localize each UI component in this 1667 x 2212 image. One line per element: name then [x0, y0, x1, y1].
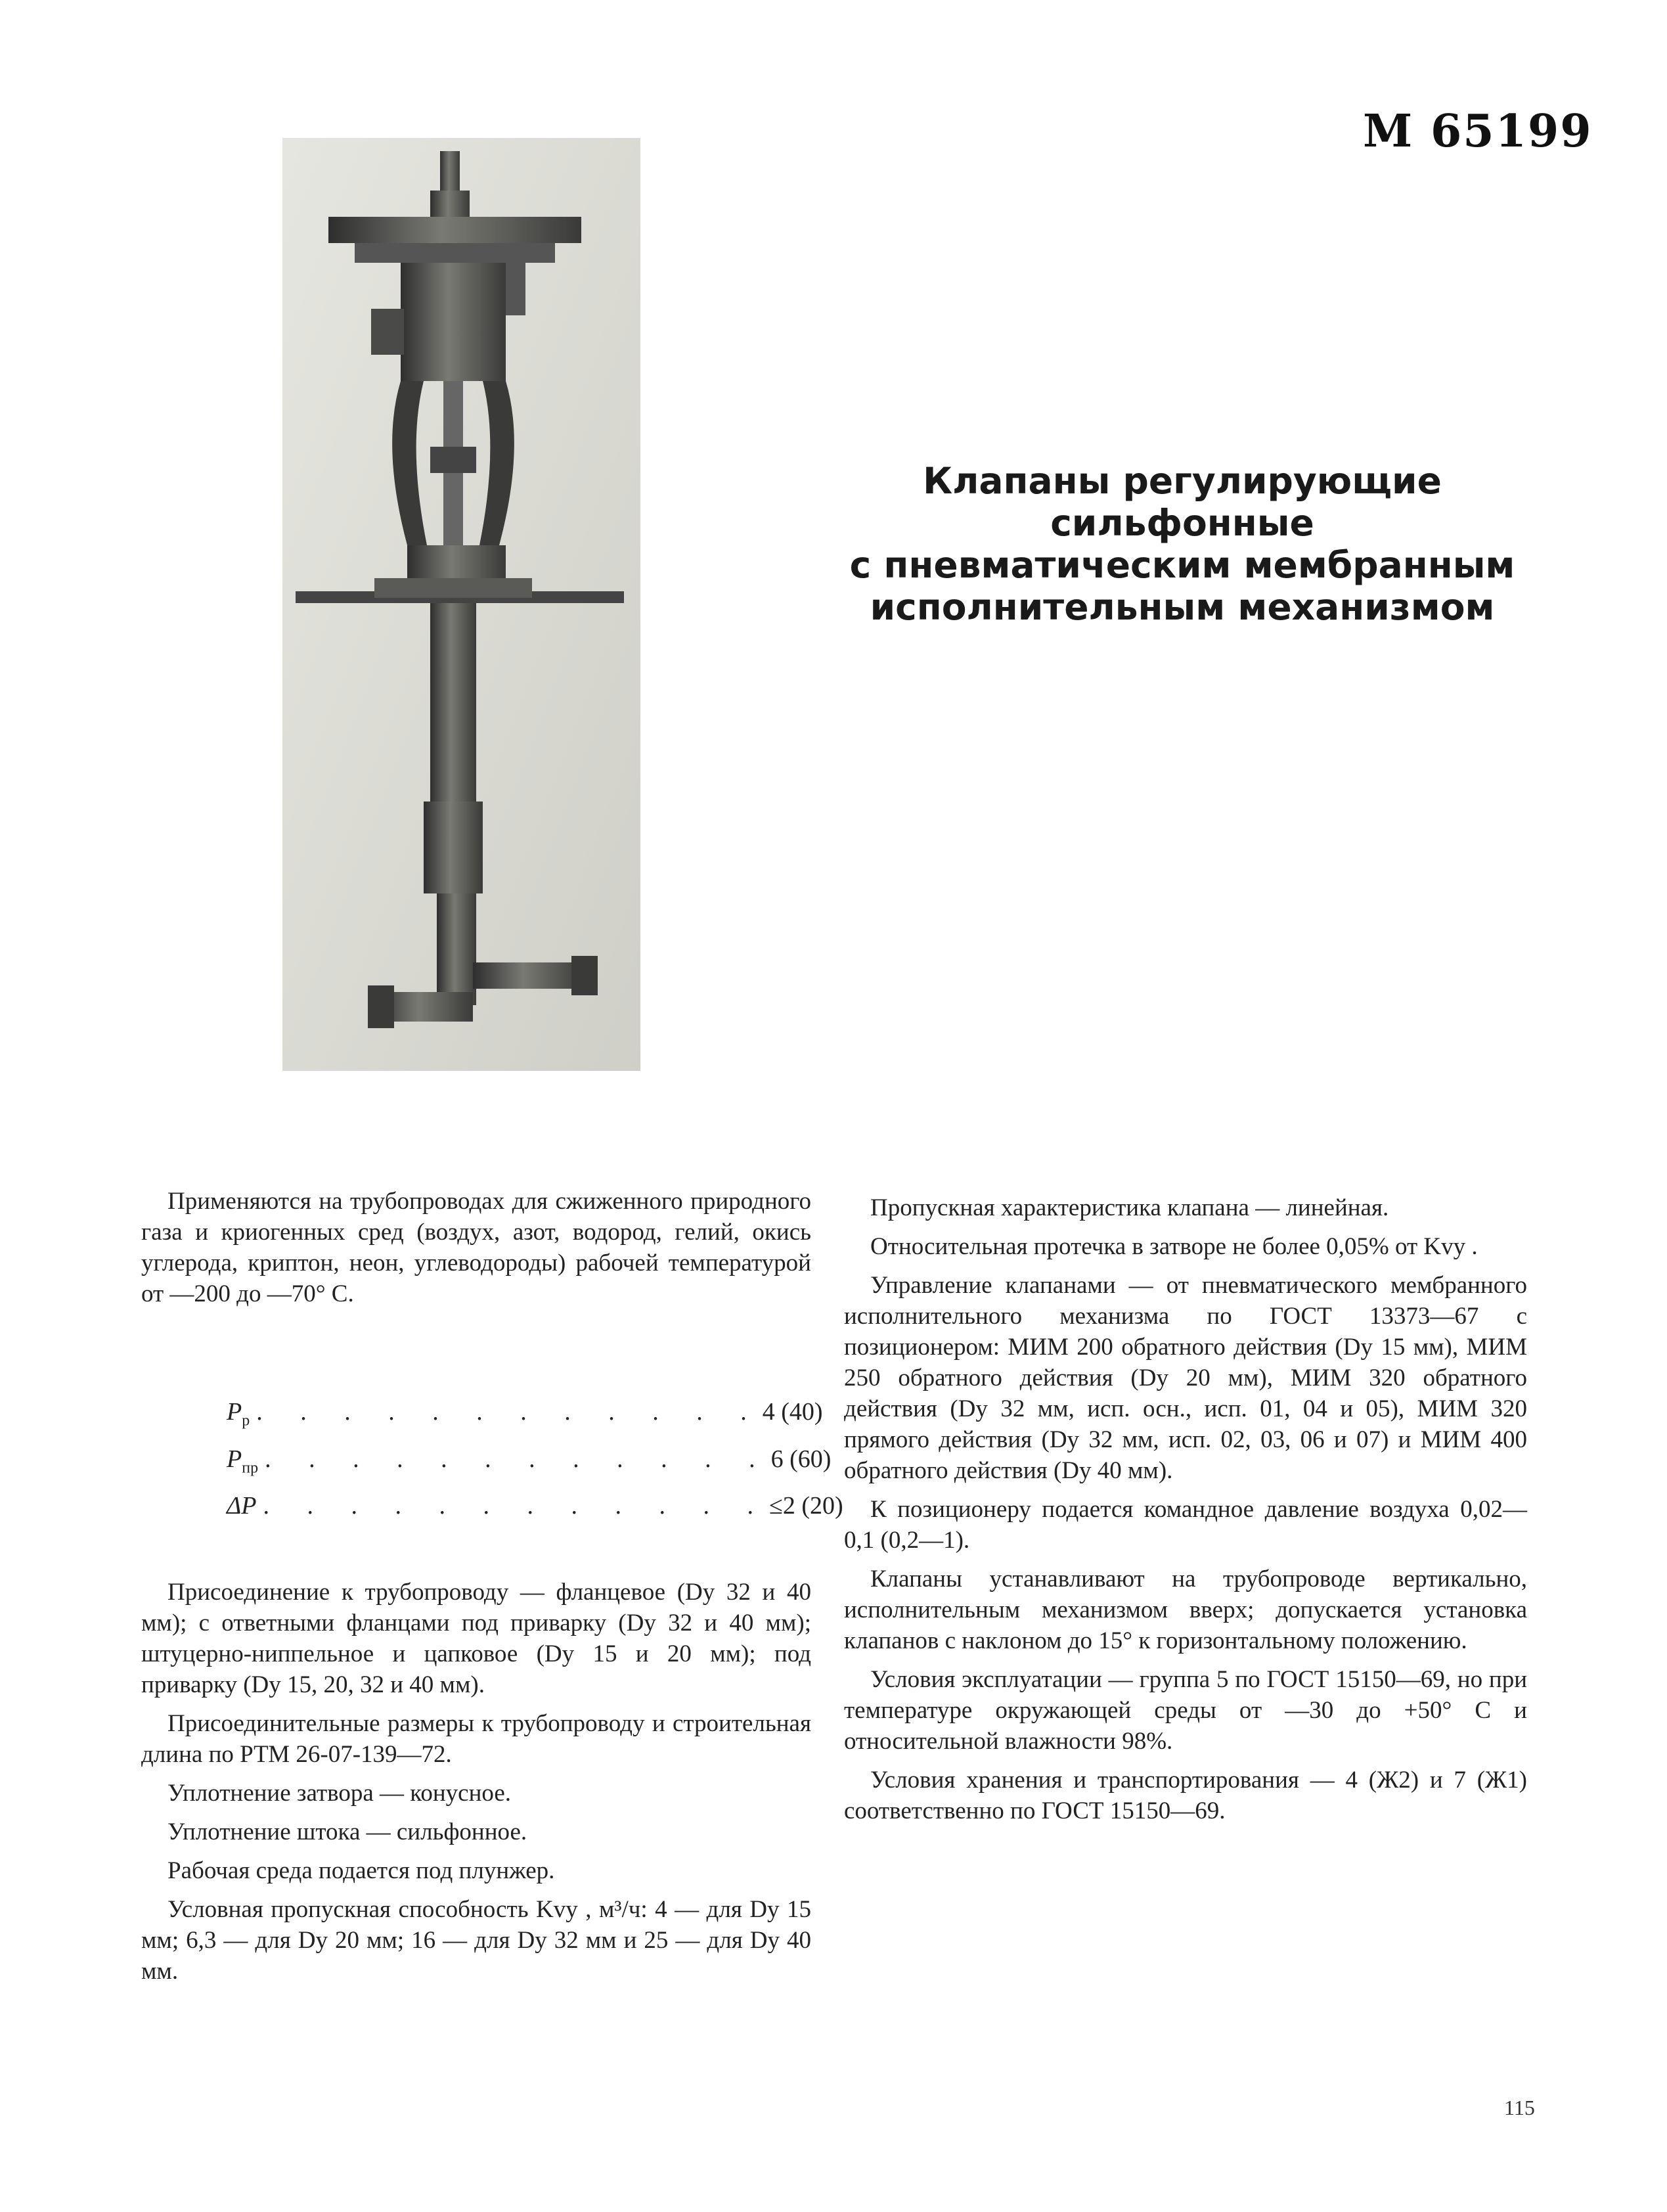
gate-seal-paragraph: Уплотнение затвора — конусное. [167, 1780, 512, 1807]
bellows-control-valve-photo [282, 138, 640, 1071]
intro-paragraph: Применяются на трубопроводах для сжиженного природного газа и криогенных сред (воздух, азот, водород, гелий, окись углерода, криптон, неон, углеводороды) рабочей температурой от —200 до —70° С. [141, 1188, 811, 1307]
param-symbol: $P_р$ [227, 1398, 250, 1430]
param-value: 4 (40) [762, 1398, 823, 1426]
positioner-paragraph: К позиционеру подается командное давление воздуха 0,02—0,1 (0,2—1). [844, 1496, 1527, 1554]
characteristic-paragraph: Пропускная характеристика клапана — линейная. [870, 1194, 1389, 1221]
medium-supply-paragraph: Рабочая среда подается под плунжер. [167, 1857, 555, 1884]
leakage-paragraph: Относительная протечка в затворе не более 0,05% от Kvу . [870, 1233, 1478, 1260]
pressure-parameters [227, 1393, 843, 1534]
capacity-paragraph: Условная пропускная способность Kvу , м³/ч: 4 — для Dу 15 мм; 6,3 — для Dу 20 мм; 16 — для Dу 32 мм и 25 — для Dу 40 мм. [141, 1896, 811, 1985]
operation-paragraph: Условия эксплуатации — группа 5 по ГОСТ 15150—69, но при температуре окружающей среды от —30 до +50° С и относительной влажности 98%. [844, 1666, 1527, 1755]
title-line: исполнительным механизмом [870, 586, 1495, 628]
document-title [841, 460, 1524, 628]
page-number: 115 [1504, 2096, 1535, 2119]
catalog-number: М 65199 [1363, 105, 1593, 158]
connection-paragraph: Присоединение к трубопроводу — фланцевое (Dу 32 и 40 мм); с ответными фланцами под приварку (Dу 32 и 40 мм); штуцерно-ниппельное и цапковое (Dу 15 и 20 мм); под приварку (Dу 15, 20, 32 и 40 мм). [141, 1579, 811, 1698]
stem-seal-paragraph: Уплотнение штока — сильфонное. [167, 1818, 527, 1845]
control-paragraph: Управление клапанами — от пневматического мембранного исполнительного механизма по ГОСТ 13373—67 с позиционером: МИМ 200 обратного действия (Dу 15 мм), МИМ 250 обратного действия (Dу 20 мм), МИМ 320 обратного действия (Dу 32 мм, исп. осн., исп. 01, 04 и 05), МИМ 320 прямого действия (Dу 32 мм, исп. 02, 03, 06 и 07) и МИМ 400 обратного действия (Dу 40 мм). [844, 1272, 1527, 1484]
param-row: ΔP . . . . . . . . . . . . ≤2 (20) [227, 1487, 673, 1534]
param-value: 6 (60) [770, 1445, 832, 1473]
storage-paragraph: Условия хранения и транспортирования — 4 (Ж2) и 7 (Ж1) соответственно по ГОСТ 15150—69. [844, 1767, 1527, 1824]
param-value: ≤2 (20) [769, 1492, 843, 1520]
left-body [141, 1577, 811, 1987]
title-line: с пневматическим мембранным [849, 544, 1515, 586]
product-photo [282, 138, 640, 1071]
param-symbol: $P_{пр}$ [227, 1445, 259, 1477]
right-body [844, 1192, 1527, 1826]
dimensions-paragraph: Присоединительные размеры к трубопроводу и строительная длина по РТМ 26-07-139—72. [141, 1710, 811, 1768]
param-row: $P_{пр}$ . . . . . . . . . . . . 6 (60) [227, 1440, 673, 1487]
title-line: сильфонные [1050, 502, 1314, 544]
param-symbol: ΔP [227, 1492, 257, 1520]
installation-paragraph: Клапаны устанавливают на трубопроводе вертикально, исполнительным механизмом вверх; допускается установка клапанов с наклоном до 15° к горизонтальному положению. [844, 1566, 1527, 1654]
param-row: $P_р$ . . . . . . . . . . . . 4 (40) [227, 1393, 673, 1440]
title-line: Клапаны регулирующие [923, 460, 1442, 502]
